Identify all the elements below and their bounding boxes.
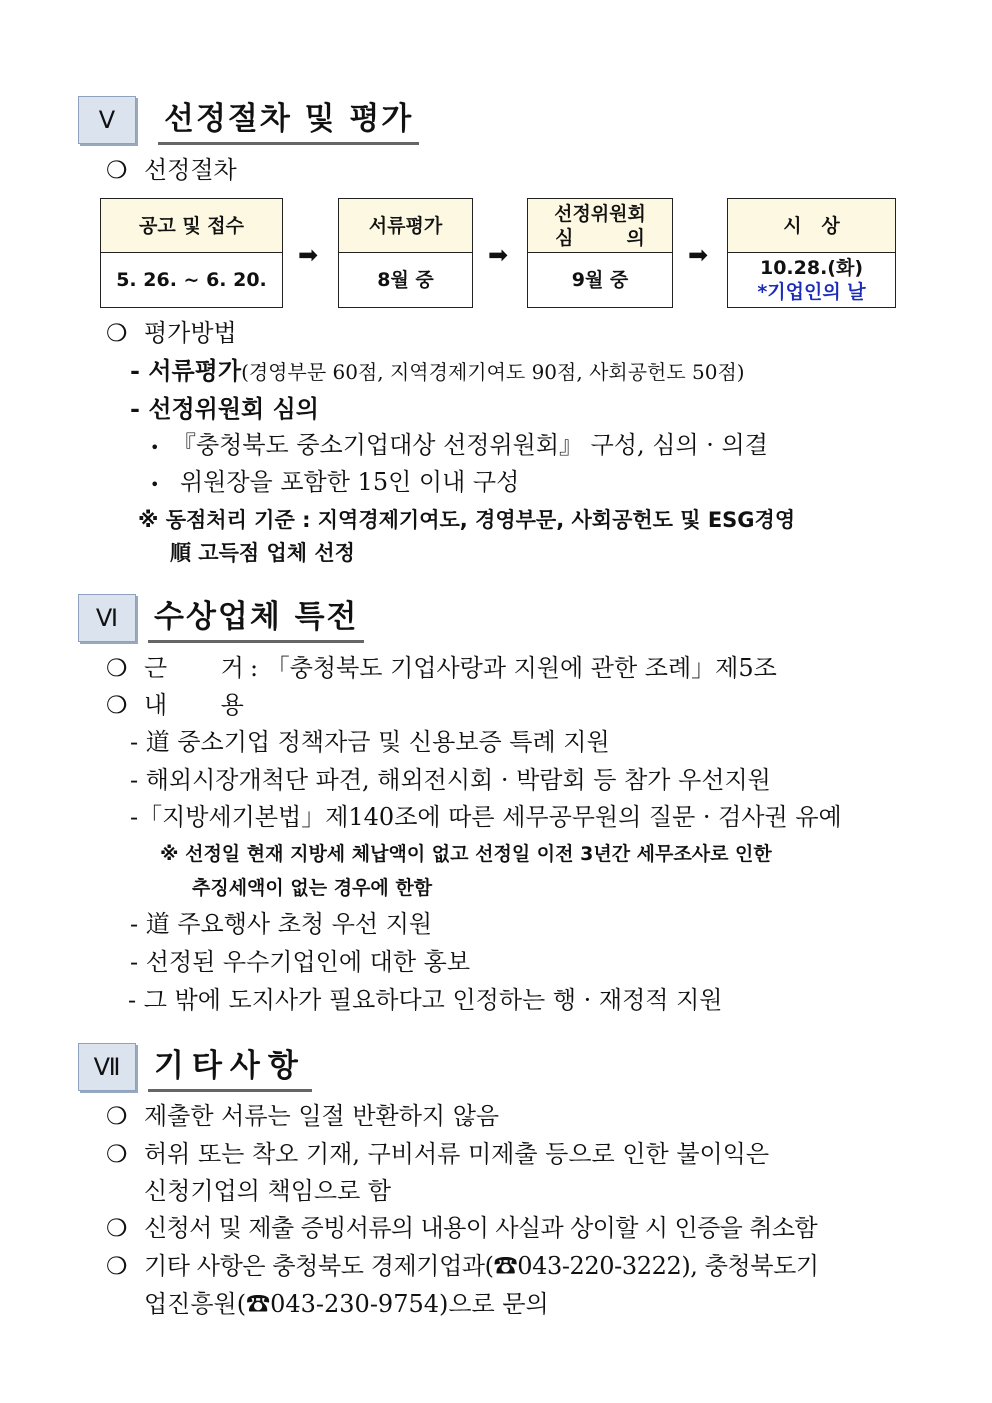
bullet-circle: ❍ bbox=[106, 1140, 128, 1168]
other-item-text: 허위 또는 착오 기재, 구비서류 미제출 등으로 인한 불이익은 bbox=[144, 1140, 770, 1168]
flow-step-title: 공고 및 접수 bbox=[101, 199, 282, 253]
procedure-heading-text: 선정절차 bbox=[144, 156, 237, 184]
tie-rule-line2: 順 고득점 업체 선정 bbox=[170, 541, 355, 565]
flow-step-title-line2: 심 의 bbox=[555, 226, 645, 249]
small-bullet: • bbox=[150, 475, 160, 494]
eval-heading bbox=[106, 316, 237, 350]
flow-step-4 bbox=[727, 198, 896, 308]
other-item-text: 제출한 서류는 일절 반환하지 않음 bbox=[144, 1102, 500, 1130]
section-title: 선정절차 및 평가 bbox=[158, 98, 419, 145]
flow-step-date bbox=[728, 253, 895, 307]
flow-step-1 bbox=[100, 198, 283, 308]
benefit-item: - 그 밖에 도지사가 필요하다고 인정하는 행 · 재정적 지원 bbox=[128, 986, 723, 1014]
basis-line bbox=[106, 651, 777, 685]
section-title: 기타사항 bbox=[148, 1045, 312, 1092]
bullet-circle: ❍ bbox=[106, 654, 128, 682]
section-number: Ⅶ bbox=[78, 1043, 136, 1091]
flow-step-title: 시 상 bbox=[728, 199, 895, 253]
other-item-text: 신청서 및 제출 증빙서류의 내용이 사실과 상이할 시 인증을 취소함 bbox=[144, 1214, 818, 1242]
committee-label: - 선정위원회 심의 bbox=[130, 394, 319, 423]
flow-step-title: 서류평가 bbox=[339, 199, 472, 253]
award-date: 10.28.(화) bbox=[759, 257, 864, 279]
basis-label: 근 거 bbox=[144, 654, 244, 682]
section-number: Ⅴ bbox=[78, 96, 136, 144]
committee-item-text: 『충청북도 중소기업대상 선정위원회』 구성, 심의 · 의결 bbox=[172, 431, 768, 459]
content-label: 내 용 bbox=[144, 691, 244, 719]
committee-item bbox=[150, 428, 768, 465]
section-title: 수상업체 특전 bbox=[148, 596, 364, 643]
other-item bbox=[106, 1099, 499, 1133]
tax-note-line1: ※ 선정일 현재 지방세 체납액이 없고 선정일 이전 3년간 세무조사로 인한 bbox=[160, 843, 772, 865]
small-bullet: • bbox=[150, 438, 160, 457]
flow-step-3 bbox=[527, 198, 673, 308]
benefit-item: - 道 중소기업 정책자금 및 신용보증 특례 지원 bbox=[130, 728, 610, 756]
flow-step-date: 8월 중 bbox=[377, 269, 434, 291]
committee-item-text: 위원장을 포함한 15인 이내 구성 bbox=[180, 468, 520, 496]
flow-step-2 bbox=[338, 198, 473, 308]
section-number: Ⅵ bbox=[78, 594, 136, 642]
bullet-circle: ❍ bbox=[106, 1252, 128, 1280]
benefit-item: - 해외시장개척단 파견, 해외전시회 · 박람회 등 참가 우선지원 bbox=[130, 766, 771, 794]
other-item bbox=[106, 1249, 819, 1283]
other-item-text: 기타 사항은 충청북도 경제기업과(☎043-220-3222), 충청북도기 bbox=[144, 1252, 819, 1280]
bullet-circle: ❍ bbox=[106, 1214, 128, 1242]
eval-heading-text: 평가방법 bbox=[144, 319, 237, 347]
flow-step-date: 9월 중 bbox=[571, 269, 629, 291]
basis-text: : 「충청북도 기업사랑과 지원에 관한 조례」제5조 bbox=[250, 654, 777, 682]
flow-arrow-icon: ➡ bbox=[688, 241, 709, 269]
benefit-item: - 道 주요행사 초청 우선 지원 bbox=[130, 910, 433, 938]
tie-rule-line1: ※ 동점처리 기준 : 지역경제기여도, 경영부문, 사회공헌도 및 ESG경영 bbox=[138, 508, 796, 532]
procedure-heading bbox=[106, 153, 237, 187]
doc-eval-line bbox=[130, 354, 745, 389]
benefit-item: -「지방세기본법」제140조에 따른 세무공무원의 질문 · 검사권 유예 bbox=[130, 803, 842, 831]
bullet-circle: ❍ bbox=[106, 156, 128, 184]
other-item-cont: 신청기업의 책임으로 함 bbox=[144, 1177, 392, 1205]
bullet-circle: ❍ bbox=[106, 319, 128, 347]
committee-item bbox=[150, 465, 519, 502]
doc-eval-label: - 서류평가 bbox=[130, 356, 242, 385]
other-item bbox=[106, 1211, 817, 1245]
flow-step-title bbox=[528, 199, 672, 253]
bullet-circle: ❍ bbox=[106, 1102, 128, 1130]
flow-arrow-icon: ➡ bbox=[488, 241, 509, 269]
tax-note-line2: 추징세액이 없는 경우에 한함 bbox=[192, 877, 433, 899]
doc-eval-detail: (경영부문 60점, 지역경제기여도 90점, 사회공헌도 50점) bbox=[241, 360, 745, 384]
flow-step-title-line1: 선정위원회 bbox=[554, 202, 646, 225]
flow-step-date: 5. 26. ~ 6. 20. bbox=[116, 269, 267, 291]
content-line bbox=[106, 688, 244, 722]
benefit-item: - 선정된 우수기업인에 대한 홍보 bbox=[130, 948, 471, 976]
flow-arrow-icon: ➡ bbox=[298, 241, 319, 269]
other-item-cont: 업진흥원(☎043-230-9754)으로 문의 bbox=[144, 1290, 549, 1318]
award-event: *기업인의 날 bbox=[757, 281, 866, 303]
bullet-circle: ❍ bbox=[106, 691, 128, 719]
other-item bbox=[106, 1137, 769, 1171]
